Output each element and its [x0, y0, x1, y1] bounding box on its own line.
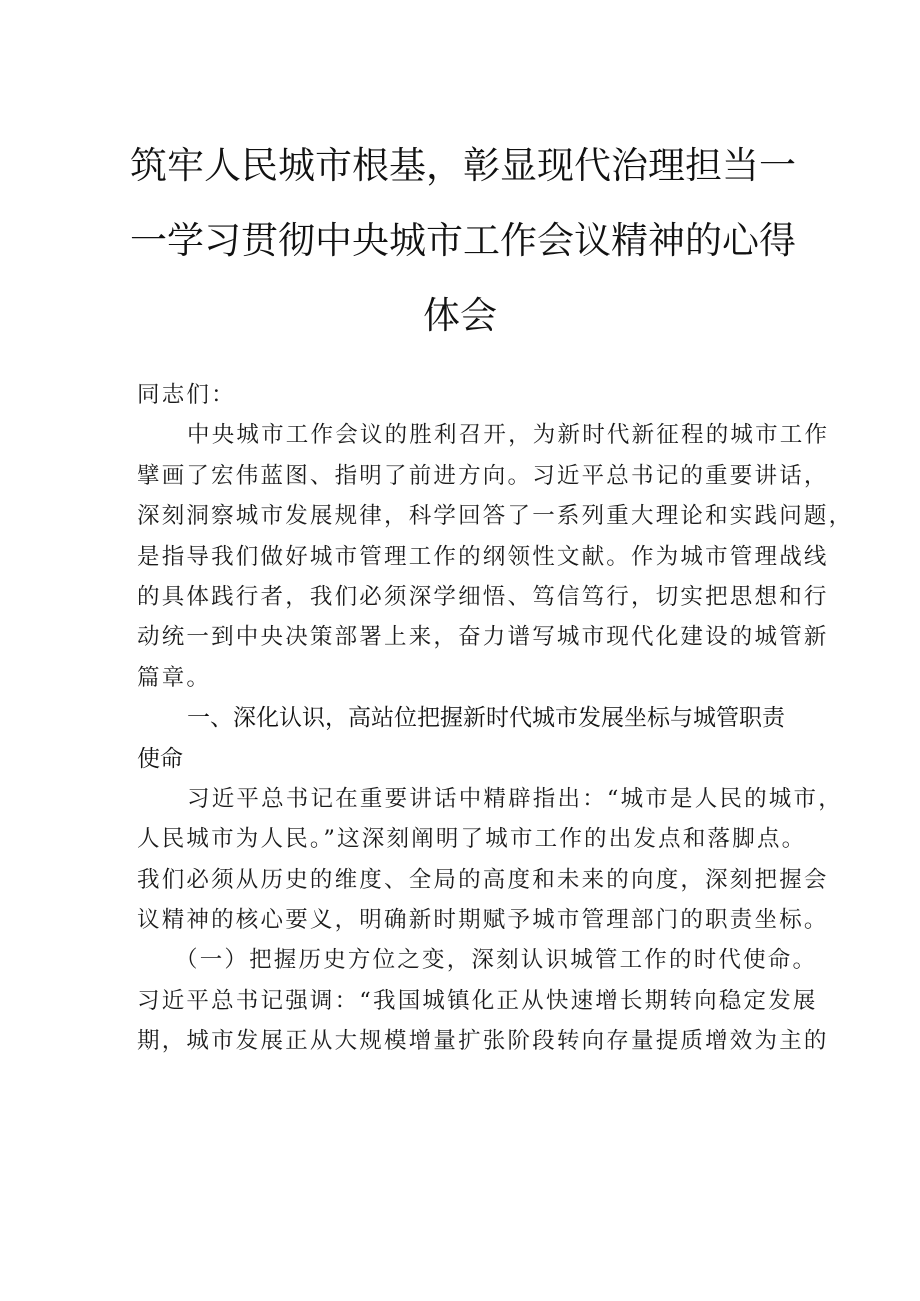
paragraph-line: 议精神的核心要义，明确新时期赋予城市管理部门的职责坐标。: [137, 907, 829, 934]
document-title: [130, 128, 796, 353]
paragraph-line: 擘画了宏伟蓝图、指明了前进方向。习近平总书记的重要讲话，: [137, 462, 829, 489]
paragraph-line: 是指导我们做好城市管理工作的纲领性文献。作为城市管理战线: [137, 543, 829, 570]
paragraph-line: 我们必须从历史的维度、全局的高度和未来的向度，深刻把握会: [137, 866, 829, 893]
salutation: 同志们：: [137, 382, 236, 408]
heading-line: 一、深化认识，高站位把握新时代城市发展坐标与城管职责: [187, 705, 785, 732]
subsection-paragraph: [137, 940, 829, 1061]
paragraph-line: 习近平总书记强调：“我国城镇化正从快速增长期转向稳定发展: [137, 987, 818, 1014]
paragraph-line: 的具体践行者，我们必须深学细悟、笃信笃行，切实把思想和行: [137, 583, 829, 610]
paragraph-line: 中央城市工作会议的胜利召开，为新时代新征程的城市工作: [187, 422, 830, 449]
paragraph-line: 篇章。: [137, 664, 212, 691]
paragraph-line: 深刻洞察城市发展规律，科学回答了一系列重大理论和实践问题，: [137, 503, 854, 530]
title-line: 筑牢人民城市根基，彰显现代治理担当一: [130, 144, 796, 187]
section-paragraph: [137, 779, 843, 941]
title-line: 一学习贯彻中央城市工作会议精神的心得: [130, 219, 796, 262]
paragraph-line: 期，城市发展正从大规模增量扩张阶段转向存量提质增效为主的: [137, 1028, 829, 1055]
intro-paragraph: [137, 415, 854, 698]
document-body: [137, 375, 854, 1062]
heading-line: 使命: [137, 745, 183, 772]
paragraph-line: 动统一到中央决策部署上来，奋力谱写城市现代化建设的城管新: [137, 624, 829, 651]
paragraph-line: 习近平总书记在重要讲话中精辟指出：“城市是人民的城市，: [187, 785, 843, 812]
title-line: 体会: [423, 294, 497, 337]
section-heading: [137, 698, 797, 779]
paragraph-line: （一）把握历史方位之变，深刻认识城管工作的时代使命。: [175, 947, 818, 974]
paragraph-line: 人民城市为人民。”这深刻阐明了城市工作的出发点和落脚点。: [137, 826, 807, 853]
